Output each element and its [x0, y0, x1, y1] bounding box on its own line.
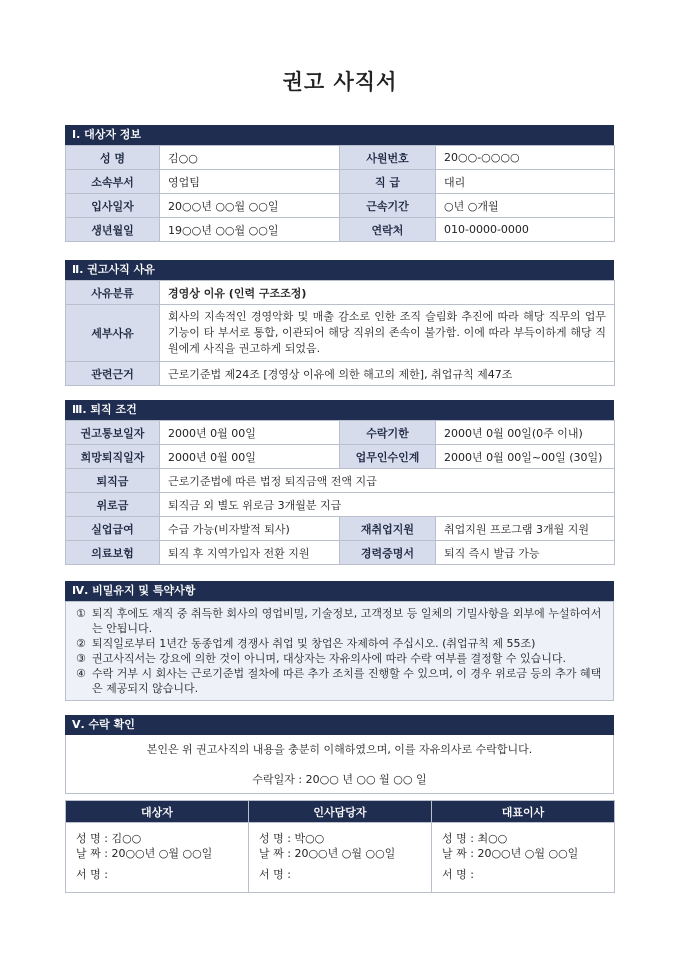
- section-header: Ⅱ. 권고사직 사유: [65, 260, 614, 280]
- field-value: 20○○-○○○○: [436, 146, 615, 170]
- field-label: 퇴직금: [66, 469, 160, 493]
- item-number: ②: [76, 637, 86, 650]
- section-header: Ⅰ. 대상자 정보: [65, 125, 614, 145]
- field-label: 성 명: [66, 146, 160, 170]
- section-acceptance: [65, 715, 614, 794]
- section-header: Ⅲ. 퇴직 조건: [65, 400, 614, 420]
- field-value: ○년 ○개월: [436, 194, 615, 218]
- signature-sign: 서 명 :: [76, 868, 108, 881]
- target-info-table: [65, 145, 615, 242]
- signature-date: 날 짜 : 20○○년 ○월 ○○일: [259, 847, 396, 860]
- field-value: 퇴직금 외 별도 위로금 3개월분 지급: [160, 493, 615, 517]
- signature-date: 날 짜 : 20○○년 ○월 ○○일: [76, 847, 213, 860]
- item-number: ③: [76, 652, 86, 665]
- field-value: 수급 가능(비자발적 퇴사): [160, 517, 340, 541]
- table-row: [66, 194, 615, 218]
- field-label: 희망퇴직일자: [66, 445, 160, 469]
- field-value: 퇴직 즉시 발급 가능: [436, 541, 615, 565]
- table-row: [66, 493, 615, 517]
- item-text: 권고사직서는 강요에 의한 것이 아니며, 대상자는 자유의사에 따라 수락 여부를 결정할 수 있습니다.: [92, 652, 566, 665]
- list-item: [76, 636, 603, 651]
- item-text: 퇴직일로부터 1년간 동종업계 경쟁사 취업 및 창업은 자제하여 주십시오. (취업규칙 제 55조): [92, 637, 536, 650]
- item-text: 수락 거부 시 회사는 근로기준법 절차에 따른 추가 조치를 진행할 수 있으며, 이 경우 위로금 등의 추가 혜택은 제공되지 않습니다.: [92, 667, 602, 695]
- table-row: [66, 281, 615, 305]
- section-conditions: [65, 400, 614, 565]
- list-item: [76, 606, 603, 636]
- signature-section: [65, 800, 614, 893]
- reason-category: 경영상 이유 (인력 구조조정): [160, 281, 615, 305]
- list-item: [76, 651, 603, 666]
- acceptance-box: [65, 735, 614, 794]
- signature-block-hr: [249, 823, 432, 893]
- field-label: 재취업지원: [340, 517, 436, 541]
- field-value: 20○○년 ○○월 ○○일: [160, 194, 340, 218]
- field-value: 김○○: [160, 146, 340, 170]
- field-label: 위로금: [66, 493, 160, 517]
- section-target-info: [65, 125, 614, 242]
- reason-basis: 근로기준법 제24조 [경영상 이유에 의한 해고의 제한], 취업규칙 제47조: [160, 362, 615, 386]
- reason-table: [65, 280, 615, 386]
- field-value: 19○○년 ○○월 ○○일: [160, 218, 340, 242]
- field-label: 수락기한: [340, 421, 436, 445]
- field-label: 세부사유: [66, 305, 160, 362]
- signature-body-row: [66, 823, 615, 893]
- table-row: [66, 305, 615, 362]
- signature-header-row: [66, 801, 615, 823]
- table-row: [66, 146, 615, 170]
- signature-block-ceo: [432, 823, 615, 893]
- table-row: [66, 469, 615, 493]
- table-row: [66, 218, 615, 242]
- signature-table: [65, 800, 615, 893]
- signature-sign: 서 명 :: [259, 868, 291, 881]
- field-value: 2000년 0월 00일: [160, 421, 340, 445]
- field-value: 2000년 0월 00일~00일 (30일): [436, 445, 615, 469]
- field-label: 사원번호: [340, 146, 436, 170]
- acceptance-date: 수락일자 : 20○○ 년 ○○ 월 ○○ 일: [252, 773, 427, 786]
- field-value: 2000년 0월 00일: [160, 445, 340, 469]
- field-value: 취업지원 프로그램 3개월 지원: [436, 517, 615, 541]
- field-label: 경력증명서: [340, 541, 436, 565]
- signature-header: 대상자: [66, 801, 249, 823]
- item-number: ①: [76, 607, 86, 620]
- field-label: 근속기간: [340, 194, 436, 218]
- document-title: 권고 사직서: [282, 70, 398, 94]
- field-label: 관련근거: [66, 362, 160, 386]
- field-value: 010-0000-0000: [436, 218, 615, 242]
- signature-name: 성 명 : 박○○: [259, 832, 325, 845]
- section-header: Ⅴ. 수락 확인: [65, 715, 614, 735]
- field-label: 업무인수인계: [340, 445, 436, 469]
- reason-detail: 회사의 지속적인 경영악화 및 매출 감소로 인한 조직 슬림화 추진에 따라 해당 직무의 업무 기능이 타 부서로 통합, 이관되어 해당 직위의 존속이 불가함. 이에 따라 부득이하게 해당 직원에게 사직을 권고하게 되었음.: [160, 305, 615, 362]
- field-value: 근로기준법에 따른 법정 퇴직금액 전액 지급: [160, 469, 615, 493]
- field-label: 직 급: [340, 170, 436, 194]
- item-text: 퇴직 후에도 재직 중 취득한 회사의 영업비밀, 기술정보, 고객정보 등 일체의 기밀사항을 외부에 누설하여서는 안됩니다.: [92, 607, 602, 635]
- field-label: 의료보험: [66, 541, 160, 565]
- table-row: [66, 362, 615, 386]
- table-row: [66, 445, 615, 469]
- field-label: 사유분류: [66, 281, 160, 305]
- field-label: 권고통보일자: [66, 421, 160, 445]
- signature-header: 인사담당자: [249, 801, 432, 823]
- signature-name: 성 명 : 김○○: [76, 832, 142, 845]
- signature-name: 성 명 : 최○○: [442, 832, 508, 845]
- field-label: 생년월일: [66, 218, 160, 242]
- field-value: 영업팀: [160, 170, 340, 194]
- table-row: [66, 541, 615, 565]
- signature-date: 날 짜 : 20○○년 ○월 ○○일: [442, 847, 579, 860]
- acceptance-statement: 본인은 위 권고사직의 내용을 충분히 이해하였으며, 이를 자유의사로 수락합니다.: [146, 743, 533, 756]
- section-reason: [65, 260, 614, 386]
- signature-block-target: [66, 823, 249, 893]
- special-terms-list: [65, 601, 614, 701]
- list-item: [76, 666, 603, 696]
- item-number: ④: [76, 667, 86, 680]
- field-value: 퇴직 후 지역가입자 전환 지원: [160, 541, 340, 565]
- signature-header: 대표이사: [432, 801, 615, 823]
- conditions-table: [65, 420, 615, 565]
- signature-sign: 서 명 :: [442, 868, 474, 881]
- field-label: 입사일자: [66, 194, 160, 218]
- field-value: 2000년 0월 00일(0주 이내): [436, 421, 615, 445]
- table-row: [66, 517, 615, 541]
- table-row: [66, 170, 615, 194]
- section-header: Ⅳ. 비밀유지 및 특약사항: [65, 581, 614, 601]
- section-confidentiality: [65, 581, 614, 701]
- table-row: [66, 421, 615, 445]
- field-value: 대리: [436, 170, 615, 194]
- field-label: 연락처: [340, 218, 436, 242]
- field-label: 소속부서: [66, 170, 160, 194]
- field-label: 실업급여: [66, 517, 160, 541]
